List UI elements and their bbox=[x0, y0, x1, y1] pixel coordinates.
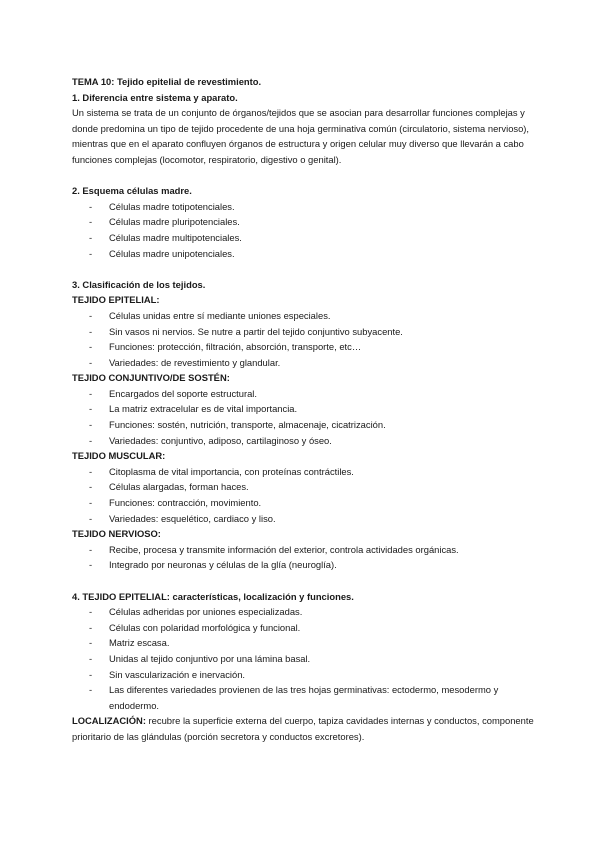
document-page bbox=[72, 74, 542, 745]
epithelial-label: TEJIDO EPITELIAL: bbox=[72, 294, 160, 306]
muscular-list bbox=[72, 464, 542, 526]
connective-label: TEJIDO CONJUNTIVO/DE SOSTÉN: bbox=[72, 372, 230, 384]
section-1-body: Un sistema se trata de un conjunto de órganos/tejidos que se asocian para desarrollar funciones complejas y donde predomina un tipo de tejido procedente de una hoja germinativa común (circulatorio, sistema nervioso), mientras que en el aparato confluyen órganos de estructura y origen celular muy diverso que llevarán a cabo funciones complejas (locomotor, respiratorio, digestivo o genital). bbox=[72, 107, 530, 165]
list-item: - Células madre totipotenciales. bbox=[72, 199, 542, 215]
list-item: - Funciones: sostén, nutrición, transporte, almacenaje, cicatrización. bbox=[72, 417, 542, 433]
list-item: - Células unidas entre sí mediante uniones especiales. bbox=[72, 308, 542, 324]
epithelial-list bbox=[72, 308, 542, 370]
section-4-heading: 4. TEJIDO EPITELIAL: características, localización y funciones. bbox=[72, 590, 354, 602]
connective-list bbox=[72, 386, 542, 448]
section-2-heading: 2. Esquema células madre. bbox=[72, 185, 192, 197]
list-item: - Sin vasos ni nervios. Se nutre a partir del tejido conjuntivo subyacente. bbox=[72, 324, 542, 340]
list-item: - Sin vascularización e inervación. bbox=[72, 667, 542, 683]
localization-paragraph bbox=[72, 713, 542, 744]
list-item: - Células con polaridad morfológica y funcional. bbox=[72, 620, 542, 636]
list-item: - Variedades: esquelético, cardiaco y liso. bbox=[72, 511, 542, 527]
localization-label: LOCALIZACIÓN: bbox=[72, 715, 146, 727]
list-item: - Células madre unipotenciales. bbox=[72, 246, 542, 262]
list-item: - Las diferentes variedades provienen de las tres hojas germinativas: ectodermo, mesodermo y endodermo. bbox=[72, 682, 542, 713]
list-item: - Células madre multipotenciales. bbox=[72, 230, 542, 246]
list-item: - Células adheridas por uniones especializadas. bbox=[72, 604, 542, 620]
list-item: - Recibe, procesa y transmite información del exterior, controla actividades orgánicas. bbox=[72, 542, 542, 558]
list-item: - Unidas al tejido conjuntivo por una lámina basal. bbox=[72, 651, 542, 667]
section-3-heading: 3. Clasificación de los tejidos. bbox=[72, 278, 206, 290]
muscular-label: TEJIDO MUSCULAR: bbox=[72, 450, 166, 462]
list-item: - Integrado por neuronas y células de la glía (neuroglía). bbox=[72, 557, 542, 573]
list-item: - Encargados del soporte estructural. bbox=[72, 386, 542, 402]
list-item: - Células madre pluripotenciales. bbox=[72, 214, 542, 230]
list-item: - La matriz extracelular es de vital importancia. bbox=[72, 401, 542, 417]
localization-text: recubre la superficie externa del cuerpo, tapiza cavidades internas y conductos, componente prioritario de las glándulas (porción secretora y conductos excretores). bbox=[72, 715, 534, 742]
list-item: - Funciones: contracción, movimiento. bbox=[72, 495, 542, 511]
list-item: - Citoplasma de vital importancia, con proteínas contráctiles. bbox=[72, 464, 542, 480]
doc-title: TEMA 10: Tejido epitelial de revestimiento. bbox=[72, 76, 262, 87]
epithelial-features-list bbox=[72, 604, 542, 713]
list-item: - Matriz escasa. bbox=[72, 635, 542, 651]
nervous-list bbox=[72, 542, 542, 573]
stem-cells-list bbox=[72, 199, 542, 261]
list-item: - Variedades: conjuntivo, adiposo, cartilaginoso y óseo. bbox=[72, 433, 542, 449]
list-item: - Funciones: protección, filtración, absorción, transporte, etc… bbox=[72, 339, 542, 355]
nervous-label: TEJIDO NERVIOSO: bbox=[72, 528, 161, 540]
list-item: - Variedades: de revestimiento y glandular. bbox=[72, 355, 542, 371]
section-1-heading: 1. Diferencia entre sistema y aparato. bbox=[72, 91, 238, 103]
list-item: - Células alargadas, forman haces. bbox=[72, 479, 542, 495]
